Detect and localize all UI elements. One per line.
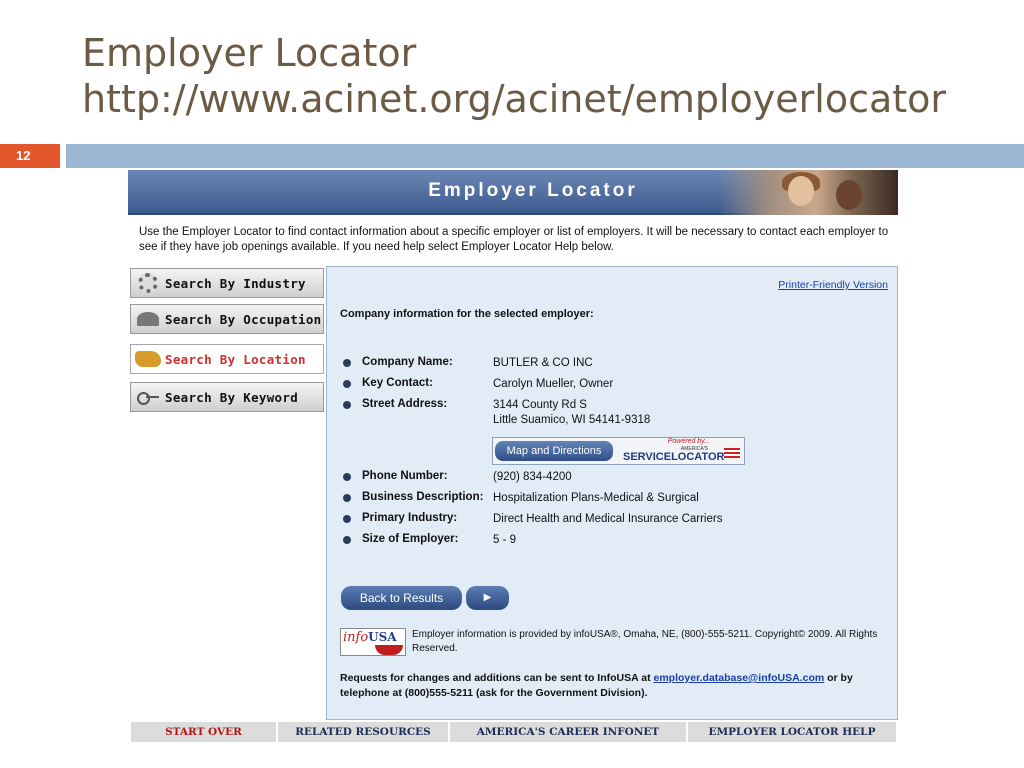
field-key-contact: Key Contact: Carolyn Mueller, Owner bbox=[343, 377, 613, 392]
service-locator-logo: Powered by... AMERICA'S SERVICELOCATOR bbox=[613, 438, 744, 464]
gear-icon bbox=[131, 269, 165, 297]
banner-title: Employer Locator bbox=[428, 180, 638, 201]
related-resources-link[interactable]: RELATED RESOURCES bbox=[278, 722, 450, 742]
field-phone: Phone Number: (920) 834-4200 bbox=[343, 470, 572, 485]
slide-title bbox=[82, 30, 946, 122]
bullet-icon bbox=[343, 401, 351, 409]
bullet-icon bbox=[343, 494, 351, 502]
map-button-label: Map and Directions bbox=[495, 441, 613, 461]
back-to-results-button[interactable]: Back to Results bbox=[341, 586, 462, 610]
map-and-directions-button[interactable] bbox=[492, 437, 745, 465]
requests-note: Requests for changes and additions can be sent to InfoUSA at employer.database@infoUSA.com or by telephone at (800)555-5211 (ask for the Government Division). bbox=[340, 672, 853, 699]
printer-friendly-link[interactable]: Printer-Friendly Version bbox=[778, 279, 888, 291]
bullet-icon bbox=[343, 380, 351, 388]
bullet-icon bbox=[343, 473, 351, 481]
slide-title-line1: Employer Locator bbox=[82, 31, 417, 75]
field-business-description: Business Description: Hospitalization Plans-Medical & Surgical bbox=[343, 491, 699, 506]
employer-locator-page bbox=[128, 170, 898, 745]
sidebar-item-label: Search By Keyword bbox=[165, 389, 299, 405]
start-over-link[interactable]: START OVER bbox=[131, 722, 278, 742]
bottom-nav bbox=[131, 722, 896, 742]
sidebar-item-occupation[interactable] bbox=[130, 304, 324, 334]
hardhat-icon bbox=[131, 305, 165, 333]
infousa-credit: Employer information is provided by infoUSA®, Omaha, NE, (800)-555-5211. Copyright© 2009. All Rights Reserved. bbox=[412, 629, 878, 654]
details-heading: Company information for the selected employer: bbox=[340, 308, 594, 320]
sidebar-item-label: Search By Location bbox=[165, 351, 306, 367]
infousa-email-link[interactable]: employer.database@infoUSA.com bbox=[653, 672, 825, 684]
employer-details-panel bbox=[326, 266, 898, 720]
field-company-name: Company Name: BUTLER & CO INC bbox=[343, 356, 593, 371]
career-infonet-link[interactable]: AMERICA'S CAREER INFONET bbox=[450, 722, 688, 742]
banner-photo bbox=[718, 170, 898, 215]
next-button[interactable]: ▶ bbox=[466, 586, 509, 610]
slide-number: 12 bbox=[0, 144, 60, 168]
us-map-icon bbox=[131, 345, 165, 373]
sidebar-item-keyword[interactable] bbox=[130, 382, 324, 412]
field-primary-industry: Primary Industry: Direct Health and Medical Insurance Carriers bbox=[343, 512, 722, 527]
bullet-icon bbox=[343, 515, 351, 523]
key-icon bbox=[131, 383, 165, 411]
flag-icon bbox=[724, 448, 740, 458]
sidebar bbox=[128, 266, 326, 720]
sidebar-item-industry[interactable] bbox=[130, 268, 324, 298]
employer-locator-help-link[interactable]: EMPLOYER LOCATOR HELP bbox=[688, 722, 896, 742]
sidebar-item-label: Search By Industry bbox=[165, 275, 306, 291]
slide-title-url: http://www.acinet.org/acinet/employerlocator bbox=[82, 77, 947, 121]
field-street-address: Street Address: 3144 County Rd S Little Suamico, WI 54141-9318 bbox=[343, 398, 650, 428]
bullet-icon bbox=[343, 536, 351, 544]
sidebar-item-location[interactable] bbox=[130, 344, 324, 374]
field-size: Size of Employer: 5 - 9 bbox=[343, 533, 516, 548]
slide-divider-bar bbox=[66, 144, 1024, 168]
sidebar-item-label: Search By Occupation bbox=[165, 311, 322, 327]
bullet-icon bbox=[343, 359, 351, 367]
infousa-logo: infoUSA bbox=[340, 628, 406, 656]
banner bbox=[128, 170, 898, 215]
intro-text: Use the Employer Locator to find contact information about a specific employer or list of employers. It will be necessary to contact each employer to see if they have job openings available. If you need help select Employer Locator Help below. bbox=[139, 226, 889, 253]
